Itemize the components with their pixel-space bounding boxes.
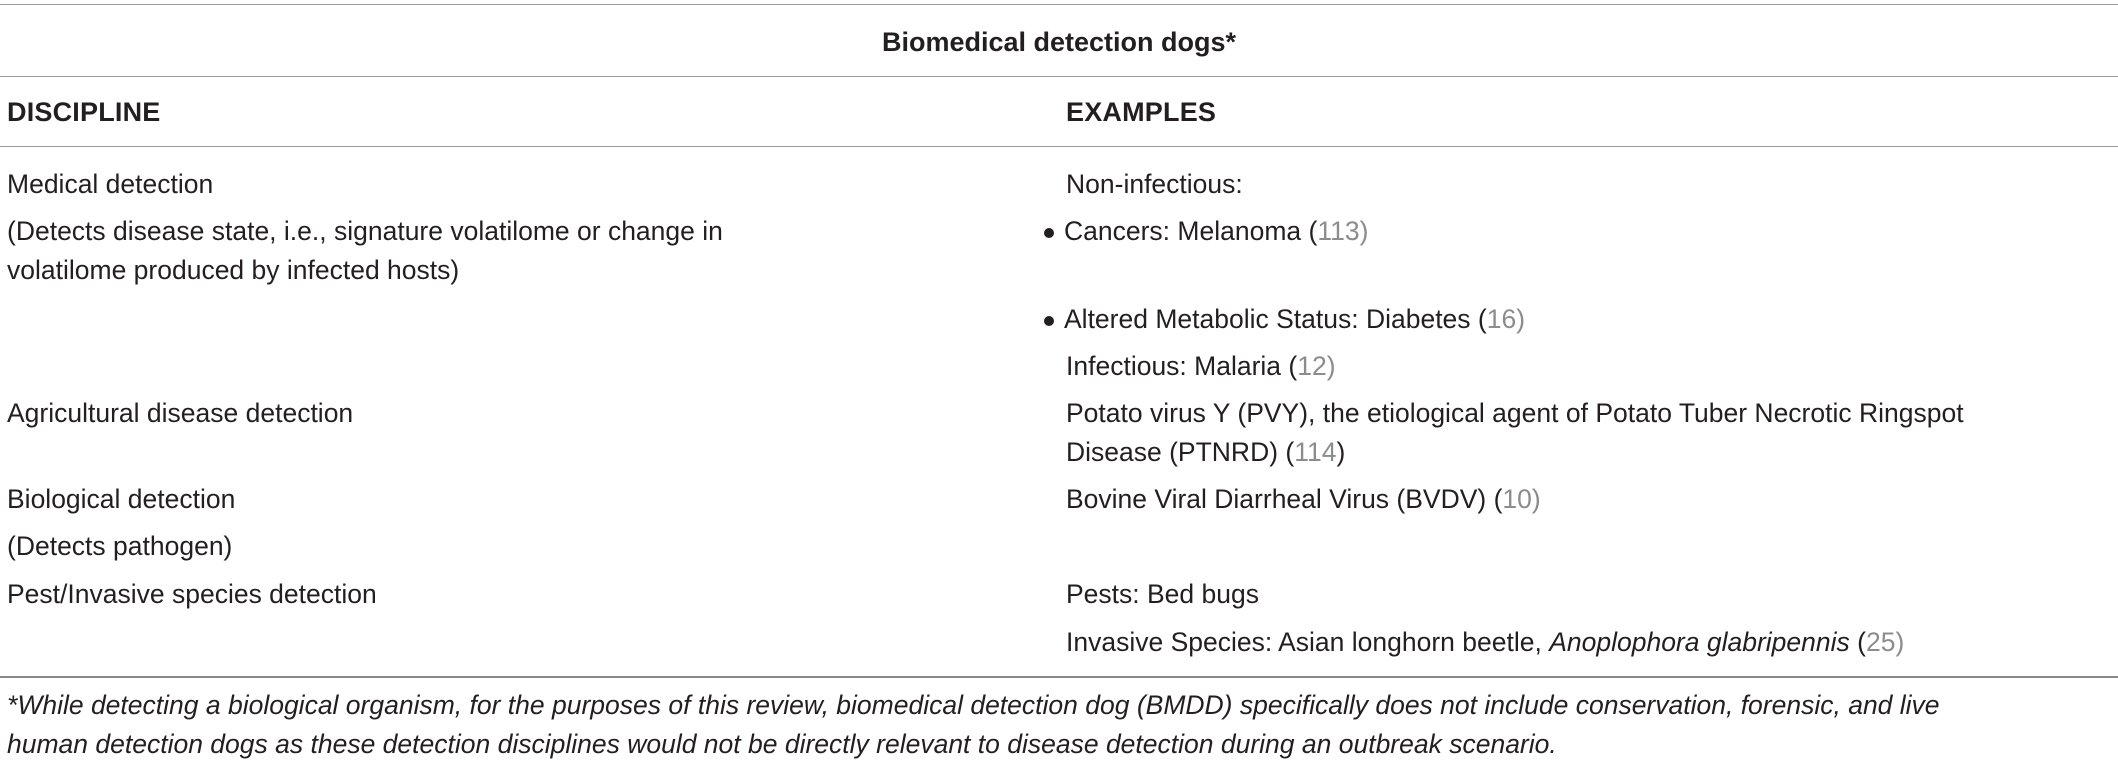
footnote-line-1: *While detecting a biological organism, for the purposes of this review, biomedical detection dog (BMDD) specifically does not include conservation, forensic, and live — [7, 690, 1940, 720]
example-bed-bugs: Pests: Bed bugs — [1066, 579, 1259, 609]
reference-16: 16 — [1486, 304, 1517, 334]
reference-10: 10 — [1502, 484, 1532, 514]
reference-113: 113 — [1317, 216, 1360, 246]
bottom-rule — [0, 676, 2118, 678]
bullet-marker — [1044, 228, 1054, 238]
top-rule — [0, 4, 2118, 5]
discipline-biological: Biological detection — [7, 484, 236, 514]
table-footnote — [7, 686, 2107, 764]
discipline-medical-desc-2: volatilome produced by infected hosts) — [7, 255, 460, 285]
example-pvy-line-1: Potato virus Y (PVY), the etiological agent of Potato Tuber Necrotic Ringspot — [1066, 398, 1964, 428]
species-name: Anoplophora glabripennis — [1549, 627, 1850, 657]
discipline-medical-desc-1: (Detects disease state, i.e., signature volatilome or change in — [7, 216, 723, 246]
example-diabetes: Altered Metabolic Status: Diabetes (16) — [1064, 304, 1526, 334]
discipline-pest-invasive: Pest/Invasive species detection — [7, 579, 377, 609]
example-cancers: Cancers: Melanoma (113) — [1064, 216, 1369, 246]
column-header-examples: EXAMPLES — [1066, 97, 1217, 127]
reference-25: 25 — [1865, 627, 1896, 657]
example-pvy-line-2: Disease (PTNRD) (114) — [1066, 437, 1346, 467]
table-title: Biomedical detection dogs* — [881, 27, 1237, 57]
discipline-biological-desc: (Detects pathogen) — [7, 531, 233, 561]
footnote-line-2: human detection dogs as these detection disciplines would not be directly relevant to disease detection during an outbreak scenario. — [7, 729, 1557, 759]
example-noninfectious-heading: Non-infectious: — [1066, 169, 1243, 199]
reference-114: 114 — [1294, 437, 1337, 467]
example-malaria: Infectious: Malaria (12) — [1066, 351, 1336, 381]
reference-12: 12 — [1297, 351, 1327, 381]
title-rule — [0, 76, 2118, 77]
discipline-agricultural: Agricultural disease detection — [7, 398, 354, 428]
example-asian-longhorn-beetle: Invasive Species: Asian longhorn beetle, Anoplophora glabripennis (25) — [1066, 627, 1905, 657]
column-header-discipline: DISCIPLINE — [7, 97, 161, 127]
example-bvdv: Bovine Viral Diarrheal Virus (BVDV) (10) — [1066, 484, 1541, 514]
discipline-medical: Medical detection — [7, 169, 214, 199]
header-rule — [0, 146, 2118, 147]
bullet-marker — [1044, 316, 1054, 326]
